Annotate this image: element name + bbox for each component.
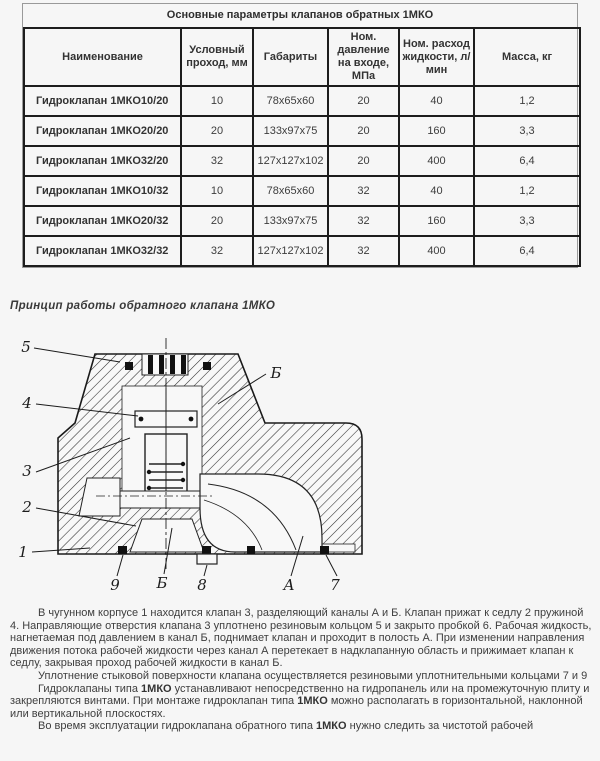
port-B — [130, 519, 204, 552]
model-name-bold: 1МКО — [141, 682, 172, 695]
parameters-table-frame — [22, 3, 578, 268]
text-segment: Гидроклапаны типа — [38, 682, 142, 695]
column-header: Масса, кг — [474, 28, 580, 86]
valve-name-cell: Гидроклапан 1МКО32/20 — [24, 146, 181, 176]
value-cell: 40 — [399, 176, 474, 206]
column-header: Условный проход, мм — [181, 28, 253, 86]
value-cell: 400 — [399, 236, 474, 266]
value-cell: 10 — [181, 176, 253, 206]
text-segment: Уплотнение стыковой поверхности клапана осуществляется резиновыми уплотнительными кольцами 7 и 9 — [38, 669, 588, 682]
valve-name-cell: Гидроклапан 1МКО32/32 — [24, 236, 181, 266]
value-cell: 78х65х60 — [253, 176, 328, 206]
diagram-label: 1 — [18, 543, 28, 561]
diagram-label: 4 — [22, 394, 32, 412]
dowel-8 — [197, 554, 217, 564]
table-row — [24, 146, 580, 176]
value-cell: 133х97х75 — [253, 206, 328, 236]
seal-ring-7 — [320, 546, 329, 554]
value-cell: 400 — [399, 146, 474, 176]
value-cell: 127х127х102 — [253, 146, 328, 176]
value-cell: 20 — [328, 86, 399, 116]
text-segment: можно располагать в горизонтальной, наклонной или вертикальной плоскостях. — [10, 695, 583, 720]
valve-name-cell: Гидроклапан 1МКО20/32 — [24, 206, 181, 236]
value-cell: 32 — [328, 206, 399, 236]
value-cell: 32 — [181, 236, 253, 266]
paragraph — [10, 670, 592, 683]
seal-ring-top-left — [125, 362, 133, 370]
column-header: Наименование — [24, 28, 181, 86]
value-cell: 78х65х60 — [253, 86, 328, 116]
description — [10, 607, 592, 733]
value-cell: 127х127х102 — [253, 236, 328, 266]
value-cell: 20 — [328, 116, 399, 146]
diagram-label: 7 — [330, 576, 340, 594]
diagram-label: 3 — [22, 462, 32, 480]
paragraph — [10, 683, 592, 721]
value-cell: 10 — [181, 86, 253, 116]
value-cell: 6,4 — [474, 236, 580, 266]
value-cell: 32 — [328, 236, 399, 266]
valve-cross-section-drawing — [8, 324, 384, 604]
value-cell: 160 — [399, 206, 474, 236]
value-cell: 20 — [328, 146, 399, 176]
paragraph — [10, 720, 592, 733]
diagram-label: 5 — [21, 338, 31, 356]
table-row — [24, 86, 580, 116]
text-segment: нужно следить за чистотой рабочей — [346, 720, 534, 733]
value-cell: 1,2 — [474, 86, 580, 116]
value-cell: 133х97х75 — [253, 116, 328, 146]
model-name-bold: 1МКО — [316, 720, 347, 733]
column-header: Ном. давление на входе, МПа — [328, 28, 399, 86]
valve-name-cell: Гидроклапан 1МКО20/20 — [24, 116, 181, 146]
model-name-bold: 1МКО — [297, 695, 328, 708]
diagram-label: 8 — [197, 576, 207, 594]
diagram-label: 9 — [110, 576, 120, 594]
seal-ring-9 — [118, 546, 127, 554]
value-cell: 3,3 — [474, 116, 580, 146]
value-cell: 160 — [399, 116, 474, 146]
value-cell: 6,4 — [474, 146, 580, 176]
column-header: Габариты — [253, 28, 328, 86]
table-title: Основные параметры клапанов обратных 1МКО — [166, 9, 434, 21]
table-header-row — [24, 28, 580, 86]
text-segment: Во время эксплуатации гидроклапана обратного типа — [38, 720, 317, 733]
table-row — [24, 236, 580, 266]
value-cell: 32 — [328, 176, 399, 206]
table-row — [24, 176, 580, 206]
parameters-table — [23, 27, 581, 267]
seal-ring-top-right — [203, 362, 211, 370]
column-header: Ном. расход жидкости, л/ мин — [399, 28, 474, 86]
value-cell: 32 — [181, 146, 253, 176]
valve-name-cell: Гидроклапан 1МКО10/32 — [24, 176, 181, 206]
paragraph — [10, 607, 592, 670]
seal-ring-mid — [202, 546, 211, 554]
valve-name-cell: Гидроклапан 1МКО10/20 — [24, 86, 181, 116]
table-row — [24, 116, 580, 146]
value-cell: 40 — [399, 86, 474, 116]
value-cell: 20 — [181, 206, 253, 236]
value-cell: 1,2 — [474, 176, 580, 206]
table-row — [24, 206, 580, 236]
value-cell: 20 — [181, 116, 253, 146]
text-segment: устанавливают непосредственно на гидропанель или на промежуточную плиту и закрепляются винтами. При монтаже гидроклапан типа — [10, 682, 590, 708]
diagram-label: А — [283, 576, 295, 594]
section-heading: Принцип работы обратного клапана 1МКО — [10, 300, 276, 312]
valve-diagram — [8, 324, 384, 604]
diagram-label: 2 — [22, 498, 32, 516]
diagram-label: Б — [156, 574, 168, 592]
diagram-label: Б — [270, 364, 282, 382]
value-cell: 3,3 — [474, 206, 580, 236]
text-segment: В чугунном корпусе 1 находится клапан 3, разделяющий каналы А и Б. Клапан прижат к седлу 2 пружиной 4. Направляющие отверстия клапана 3 уплотнено резиновым кольцом 5 и закрыто пробкой 6. Рабочая жидкость, нагнетаемая под давлением в канал Б, поднимает клапан и проходит в полость А. При изменении направления движения потока рабочей жидкости через канал А перетекает в надклапанную область и прижимает клапан к седлу, закрывая проход рабочей жидкости в канал Б. — [10, 607, 592, 670]
